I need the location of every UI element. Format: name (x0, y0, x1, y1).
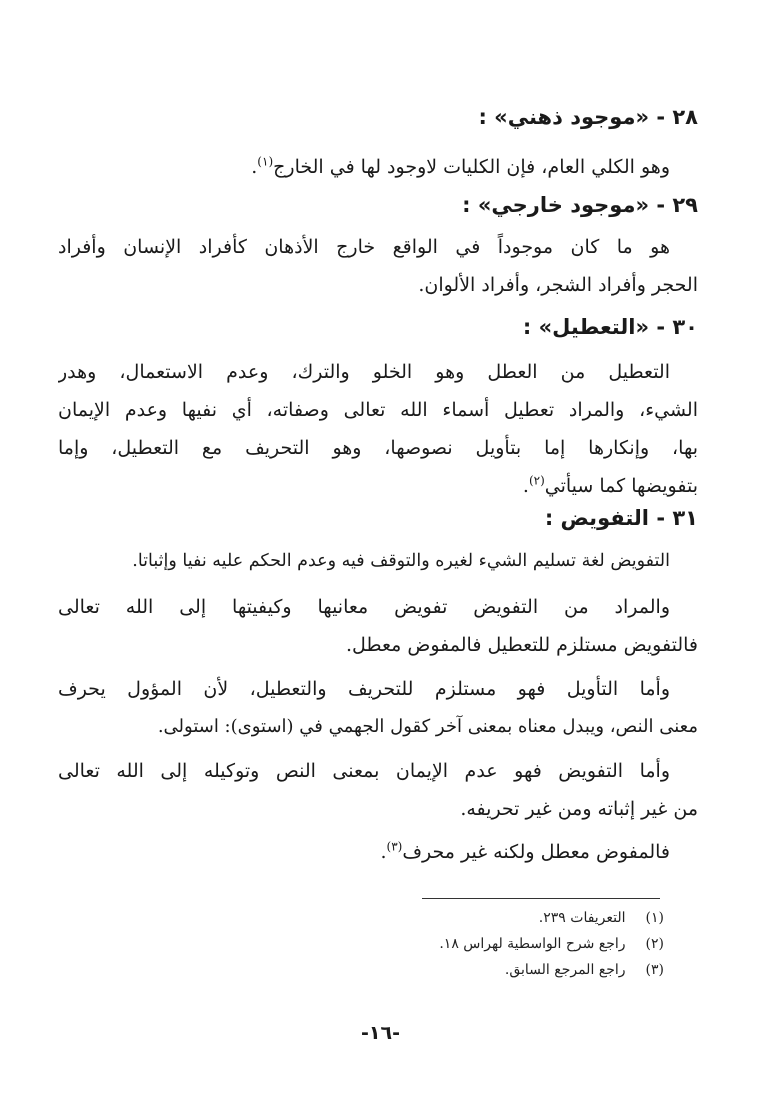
paragraph-30-end: . (522, 475, 529, 497)
footnote-1-text: التعريفات ٢٣٩. (538, 910, 626, 926)
paragraph-31e (58, 833, 698, 871)
paragraph-29-line-1: هو ما كان موجوداً في الواقع خارج الأذهان كأفراد الإنسان وأفراد (58, 236, 670, 258)
paragraph-28-text: وهو الكلي العام، فإن الكليات لاوجود لها في الخارج (273, 156, 670, 178)
footnote-1 (244, 906, 664, 931)
footnote-ref-1: (١) (257, 154, 274, 169)
paragraph-31d-line-1: وأما التفويض فهو عدم الإيمان بمعنى النص وتوكيله إلى الله تعالى (58, 760, 670, 782)
page-number: -١٦- (361, 1022, 400, 1044)
heading-29: ٢٩ - «موجود خارجي» : (462, 193, 698, 217)
heading-28: ٢٨ - «موجود ذهني» : (478, 105, 698, 129)
footnote-ref-2: (٢) (528, 473, 545, 488)
paragraph-29-line-2: الحجر وأفراد الشجر، وأفراد الألوان. (418, 274, 698, 296)
paragraph-31c-line-1: وأما التأويل فهو مستلزم للتحريف والتعطيل، لأن المؤول يحرف (58, 678, 670, 700)
paragraph-30 (58, 353, 698, 505)
paragraph-30-line-4: بتفويضها كما سيأتي (544, 475, 698, 497)
paragraph-31b-line-1: والمراد من التفويض تفويض معانيها وكيفيتها إلى الله تعالى (58, 596, 670, 618)
paragraph-30-line-2: الشيء، والمراد تعطيل أسماء الله تعالى وصفاته، أي نفيها وعدم الإيمان (58, 399, 698, 421)
paragraph-30-line-1: التعطيل من العطل وهو الخلو والترك، وعدم الاستعمال، وهدر (58, 361, 670, 383)
paragraph-31c-line-2: معنى النص، ويبدل معناه بمعنى آخر كقول الجهمي في (استوى): استولى. (157, 716, 698, 737)
footnote-2-text: راجع شرح الواسطية لهراس ١٨. (439, 936, 626, 952)
paragraph-29 (58, 228, 698, 304)
paragraph-31d-line-2: من غير إثباته ومن غير تحريفه. (460, 798, 698, 820)
heading-30: ٣٠ - «التعطيل» : (522, 315, 698, 339)
paragraph-30-line-3: بها، وإنكارها إما بتأويل نصوصها، وهو التحريف مع التعطيل، وإما (58, 437, 698, 459)
footnote-separator (422, 898, 660, 899)
paragraph-28 (58, 148, 698, 186)
paragraph-31b-line-2: فالتفويض مستلزم للتعطيل فالمفوض معطل. (345, 634, 698, 656)
paragraph-31a-line-1: التفويض لغة تسليم الشيء لغيره والتوقف فيه وعدم الحكم عليه نفيا وإثباتا. (132, 551, 670, 571)
footnote-2 (244, 932, 664, 957)
paragraph-31c (58, 670, 698, 746)
heading-31: ٣١ - التفويض : (544, 506, 698, 530)
footnote-3-number: (٣) (645, 962, 664, 978)
footnote-3-text: راجع المرجع السابق. (504, 962, 626, 978)
footnote-2-number: (٢) (645, 936, 664, 952)
paragraph-28-end: . (251, 156, 258, 178)
footnote-3 (244, 958, 664, 983)
paragraph-31b (58, 588, 698, 664)
paragraph-31e-text: فالمفوض معطل ولكنه غير محرف (402, 841, 670, 863)
footnote-1-number: (١) (645, 910, 664, 926)
paragraph-31e-end: . (380, 841, 387, 863)
paragraph-31d (58, 752, 698, 828)
footnote-ref-3: (٣) (386, 839, 403, 854)
paragraph-31a (58, 542, 698, 580)
